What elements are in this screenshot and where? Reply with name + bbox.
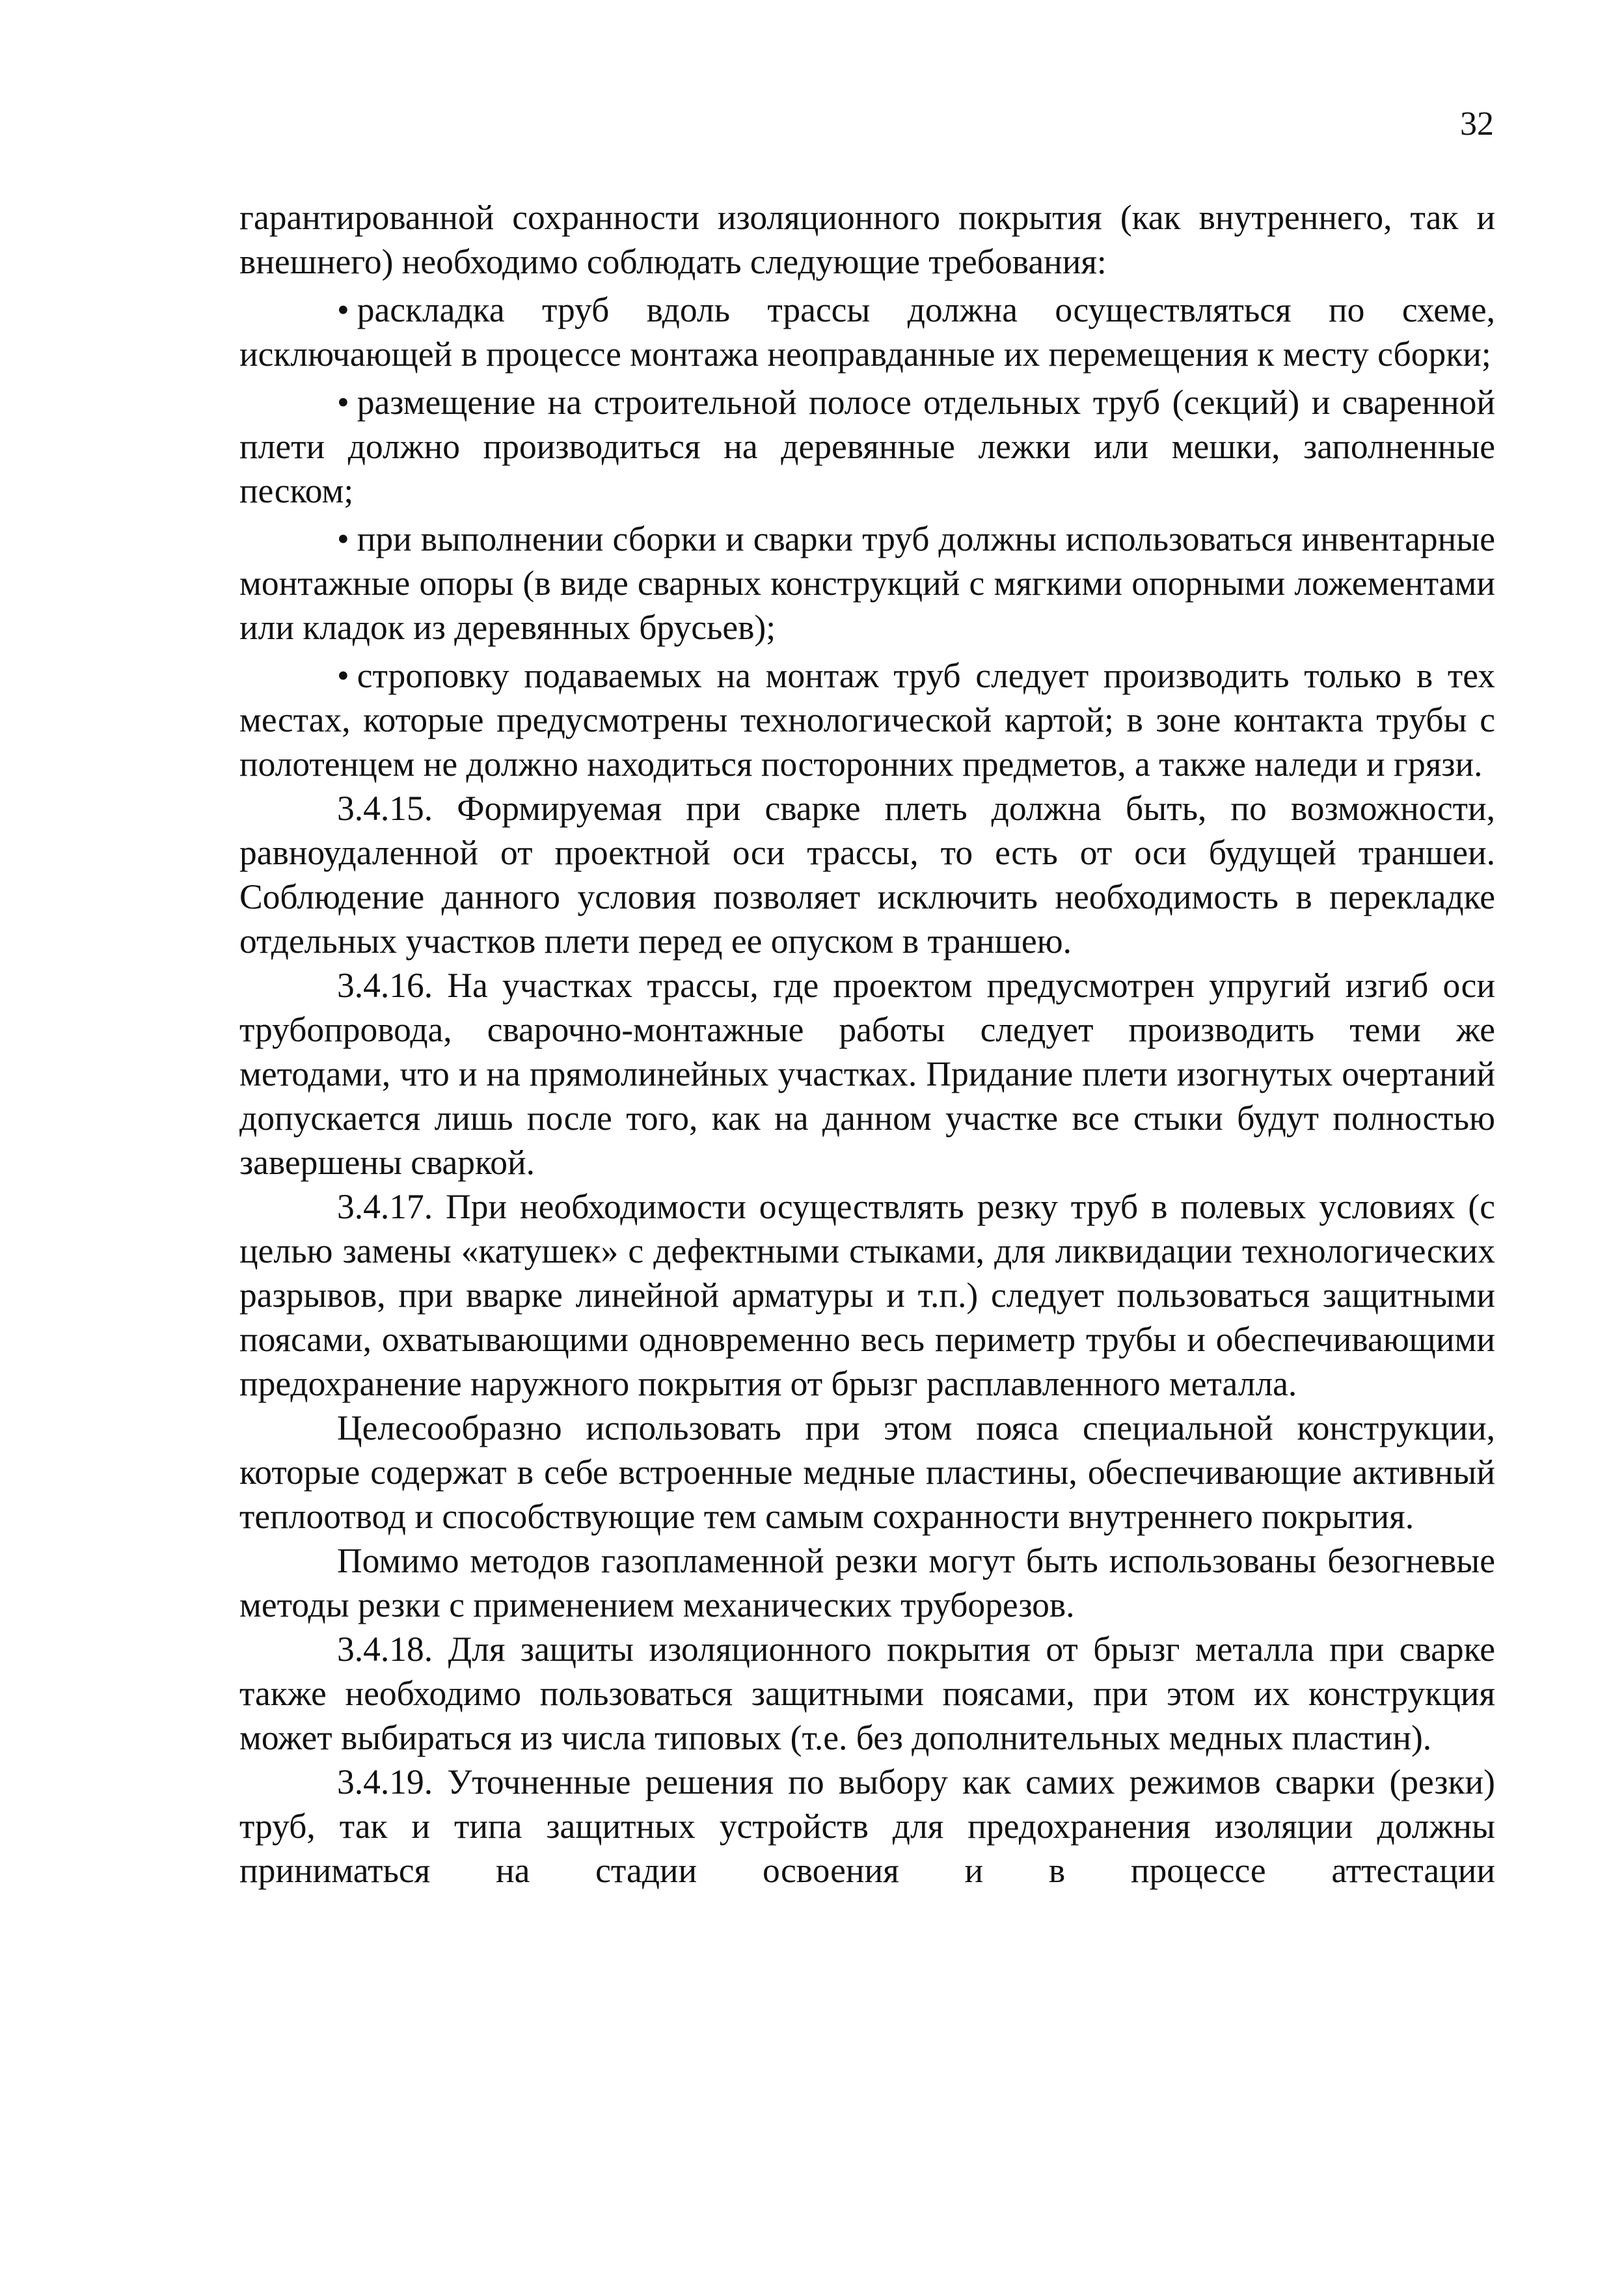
bullet-list-item <box>239 653 1495 786</box>
bullet-list-item <box>239 288 1495 376</box>
bullet-text: при выполнении сборки и сварки труб должны использоваться инвентарные монтажные опоры (в виде сварных конструкций с мягкими опорными ложементами или кладок из деревянных брусьев); <box>239 519 1495 647</box>
paragraph: 3.4.15. Формируемая при сварке плеть должна быть, по возможности, равноудаленной от проектной оси трассы, то есть от оси будущей траншеи. Соблюдение данного условия позволяет исключить необходимость в перекладке отдельных участков плети перед ее опуском в траншею. <box>239 789 1495 961</box>
bullet-list-item <box>239 517 1495 649</box>
paragraph: 3.4.19. Уточненные решения по выбору как самих режимов сварки (резки) труб, так и типа защитных устройств для предохранения изоляции должны приниматься на стадии освоения и в процессе аттестации <box>239 1762 1495 1890</box>
document-body <box>239 195 1495 1893</box>
bullet-text: раскладка труб вдоль трассы должна осуществляться по схеме, исключающей в процессе монтажа неоправданные их перемещения к месту сборки; <box>239 290 1495 374</box>
paragraph: 3.4.17. При необходимости осуществлять резку труб в полевых условиях (с целью замены «катушек» с дефектными стыками, для ликвидации технологических разрывов, при вварке линейной арматуры и т.п.) следует пользоваться защитными поясами, охватывающими одновременно весь периметр трубы и обеспечивающими предохранение наружного покрытия от брызг расплавленного металла. <box>239 1187 1495 1403</box>
paragraph-continuation: гарантированной сохранности изоляционного покрытия (как внутреннего, так и внешнего) необходимо соблюдать следующие требования: <box>239 198 1495 281</box>
paragraph: 3.4.18. Для защиты изоляционного покрытия от брызг металла при сварке также необходимо пользоваться защитными поясами, при этом их конструкция может выбираться из числа типовых (т.е. без дополнительных медных пластин). <box>239 1630 1495 1757</box>
paragraph: Целесообразно использовать при этом пояса специальной конструкции, которые содержат в себе встроенные медные пластины, обеспечивающие активный теплоотвод и способствующие тем самым сохранности внутреннего покрытия. <box>239 1408 1495 1536</box>
bullet-icon: • <box>337 656 349 695</box>
bullet-icon: • <box>337 290 349 329</box>
bullet-text: строповку подаваемых на монтаж труб следует производить только в тех местах, которые предусмотрены технологической картой; в зоне контакта трубы с полотенцем не должно находиться посторонних предметов, а также наледи и грязи. <box>239 656 1495 784</box>
bullet-icon: • <box>337 383 349 422</box>
bullet-icon: • <box>337 519 349 558</box>
paragraph: Помимо методов газопламенной резки могут быть использованы безогневые методы резки с применением механических труборезов. <box>239 1541 1495 1624</box>
page-number: 32 <box>1460 105 1494 143</box>
bullet-text: размещение на строительной полосе отдельных труб (секций) и сваренной плети должно производиться на деревянные лежки или мешки, заполненные песком; <box>239 383 1495 510</box>
paragraph: 3.4.16. На участках трассы, где проектом предусмотрен упругий изгиб оси трубопровода, сварочно-монтажные работы следует производить теми же методами, что и на прямолинейных участках. Придание плети изогнутых очертаний допускается лишь после того, как на данном участке все стыки будут полностью завершены сваркой. <box>239 966 1495 1182</box>
bullet-list-item <box>239 380 1495 513</box>
